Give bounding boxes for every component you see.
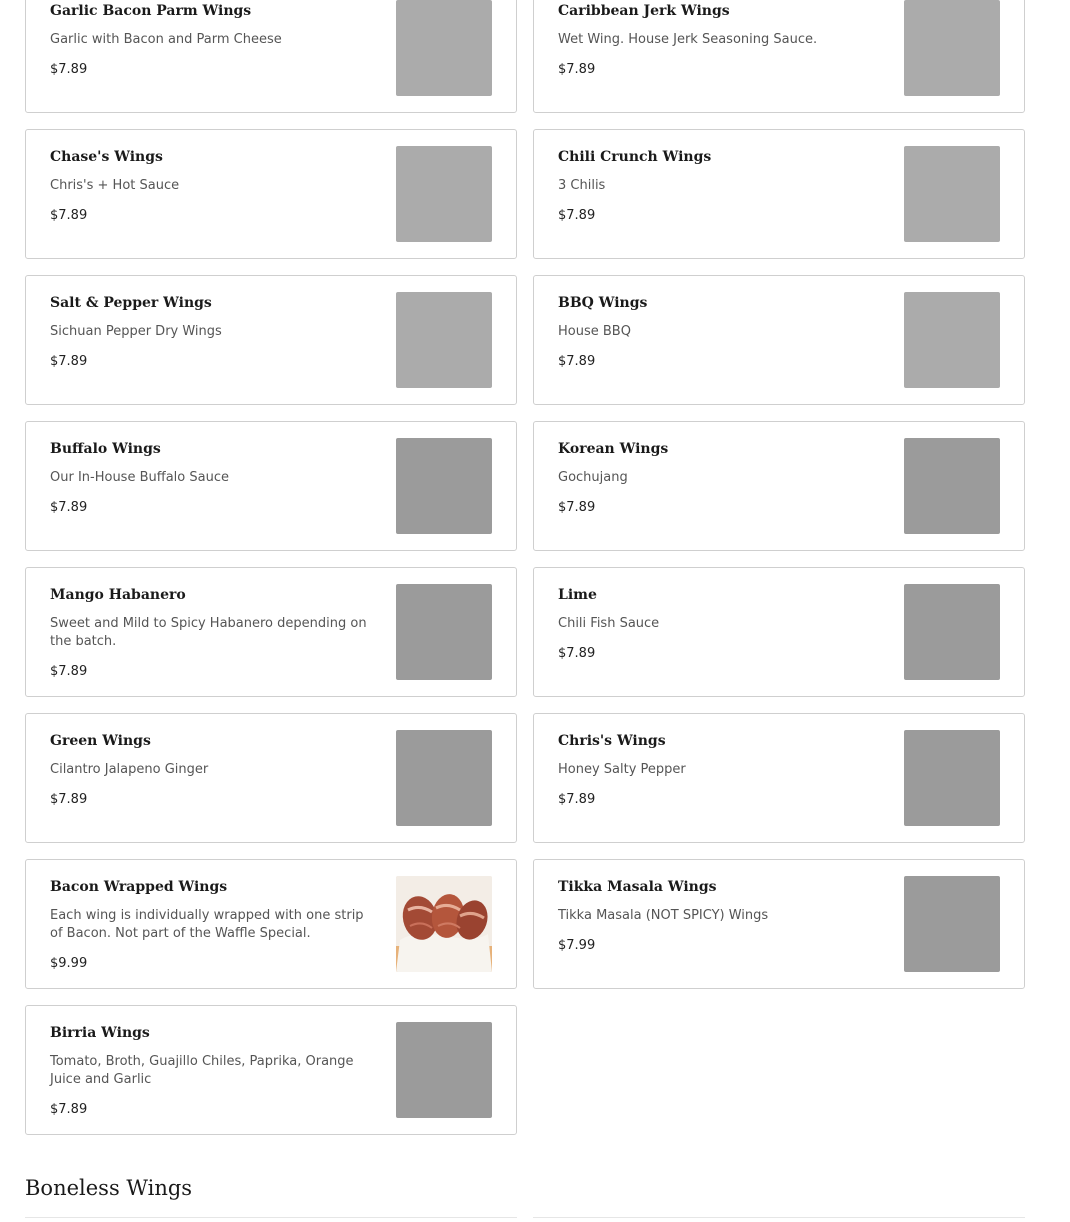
menu-item-image-placeholder (396, 146, 492, 242)
menu-item-price: $7.89 (50, 208, 88, 223)
menu-item-card[interactable] (533, 567, 1025, 697)
menu-item-text (558, 585, 878, 663)
menu-item-image-placeholder (904, 0, 1000, 96)
menu-item-card[interactable] (25, 713, 517, 843)
menu-item-card[interactable] (25, 1005, 517, 1135)
menu-item-image-placeholder (904, 584, 1000, 680)
menu-item-name: Chase's Wings (50, 149, 163, 165)
menu-item-name: Bacon Wrapped Wings (50, 879, 228, 895)
bacon-wrapped-wings-photo (396, 876, 492, 972)
menu-item-image-placeholder (904, 438, 1000, 534)
menu-item-card[interactable] (533, 129, 1025, 259)
menu-item-text (50, 439, 370, 517)
menu-item-description: Sichuan Pepper Dry Wings (50, 324, 222, 339)
menu-item-price: $7.89 (50, 500, 88, 515)
menu-item-card[interactable] (533, 0, 1025, 113)
menu-item-image-placeholder (904, 292, 1000, 388)
menu-item-card[interactable] (25, 859, 517, 989)
menu-item-description: 3 Chilis (558, 178, 606, 193)
menu-item-description: Tomato, Broth, Guajillo Chiles, Paprika, Orange Juice and Garlic (50, 1054, 354, 1087)
menu-item-price: $7.89 (558, 62, 596, 77)
menu-item-price: $7.89 (558, 208, 596, 223)
menu-item-description: Our In-House Buffalo Sauce (50, 470, 229, 485)
menu-item-name: Salt & Pepper Wings (50, 295, 212, 311)
menu-item-card[interactable] (533, 859, 1025, 989)
menu-item-price: $7.99 (558, 938, 596, 953)
menu-item-text (50, 293, 370, 371)
menu-item-name: Lime (558, 587, 597, 603)
menu-item-price: $7.89 (50, 1102, 88, 1117)
menu-item-name: Chris's Wings (558, 733, 666, 749)
menu-item-text (50, 1, 370, 79)
menu-items-grid (25, 0, 1025, 1135)
menu-item-text (50, 877, 370, 973)
menu-item-description: Chris's + Hot Sauce (50, 178, 180, 193)
menu-item-name: Garlic Bacon Parm Wings (50, 3, 252, 19)
menu-item-image-placeholder (904, 730, 1000, 826)
menu-item-name: Tikka Masala Wings (558, 879, 717, 895)
menu-item-name: BBQ Wings (558, 295, 648, 311)
section-title: Boneless Wings (25, 1176, 193, 1200)
menu-item-name: Chili Crunch Wings (558, 149, 712, 165)
menu-item-card[interactable] (25, 0, 517, 113)
menu-item-image-placeholder (396, 438, 492, 534)
menu-item-name: Korean Wings (558, 441, 669, 457)
menu-item-price: $7.89 (50, 664, 88, 679)
menu-item-description: Wet Wing. House Jerk Seasoning Sauce. (558, 32, 818, 47)
menu-item-description: Chili Fish Sauce (558, 616, 660, 631)
menu-item-text (558, 731, 878, 809)
menu-item-description: Garlic with Bacon and Parm Cheese (50, 32, 282, 47)
menu-item-description: Honey Salty Pepper (558, 762, 686, 777)
menu-item-text (558, 877, 878, 955)
menu-item-text (558, 439, 878, 517)
menu-item-image-placeholder (396, 292, 492, 388)
menu-item-image-placeholder (396, 0, 492, 96)
menu-item-name: Caribbean Jerk Wings (558, 3, 730, 19)
next-card-top-edge (533, 1217, 1025, 1218)
menu-item-card[interactable] (533, 421, 1025, 551)
menu-item-name: Buffalo Wings (50, 441, 161, 457)
next-card-top-edge (25, 1217, 517, 1218)
menu-item-image-placeholder (396, 584, 492, 680)
menu-item-name: Green Wings (50, 733, 151, 749)
menu-item-card[interactable] (25, 421, 517, 551)
menu-item-text (558, 1, 878, 79)
menu-item-text (50, 1023, 370, 1119)
menu-item-card[interactable] (25, 275, 517, 405)
menu-item-name: Birria Wings (50, 1025, 150, 1041)
menu-item-description: House BBQ (558, 324, 631, 339)
menu-item-description: Cilantro Jalapeno Ginger (50, 762, 209, 777)
menu-item-card[interactable] (25, 567, 517, 697)
menu-item-description: Gochujang (558, 470, 628, 485)
menu-item-price: $9.99 (50, 956, 88, 971)
menu-item-image-placeholder (396, 1022, 492, 1118)
menu-item-description: Tikka Masala (NOT SPICY) Wings (558, 908, 769, 923)
menu-item-text (50, 147, 370, 225)
menu-item-image-placeholder (904, 876, 1000, 972)
menu-item-price: $7.89 (558, 354, 596, 369)
menu-item-text (558, 293, 878, 371)
menu-item-price: $7.89 (50, 792, 88, 807)
menu-item-text (50, 731, 370, 809)
menu-item-description: Each wing is individually wrapped with one strip of Bacon. Not part of the Waffle Special. (50, 908, 364, 941)
menu-item-price: $7.89 (50, 354, 88, 369)
menu-item-card[interactable] (533, 275, 1025, 405)
menu-item-price: $7.89 (558, 500, 596, 515)
menu-item-photo (396, 876, 492, 972)
menu-item-card[interactable] (25, 129, 517, 259)
menu-item-card[interactable] (533, 713, 1025, 843)
menu-item-image-placeholder (396, 730, 492, 826)
menu-item-description: Sweet and Mild to Spicy Habanero depending on the batch. (50, 616, 367, 649)
menu-item-text (50, 585, 370, 681)
menu-item-name: Mango Habanero (50, 587, 186, 603)
menu-item-price: $7.89 (50, 62, 88, 77)
menu-item-price: $7.89 (558, 792, 596, 807)
menu-item-image-placeholder (904, 146, 1000, 242)
menu-item-price: $7.89 (558, 646, 596, 661)
menu-item-text (558, 147, 878, 225)
